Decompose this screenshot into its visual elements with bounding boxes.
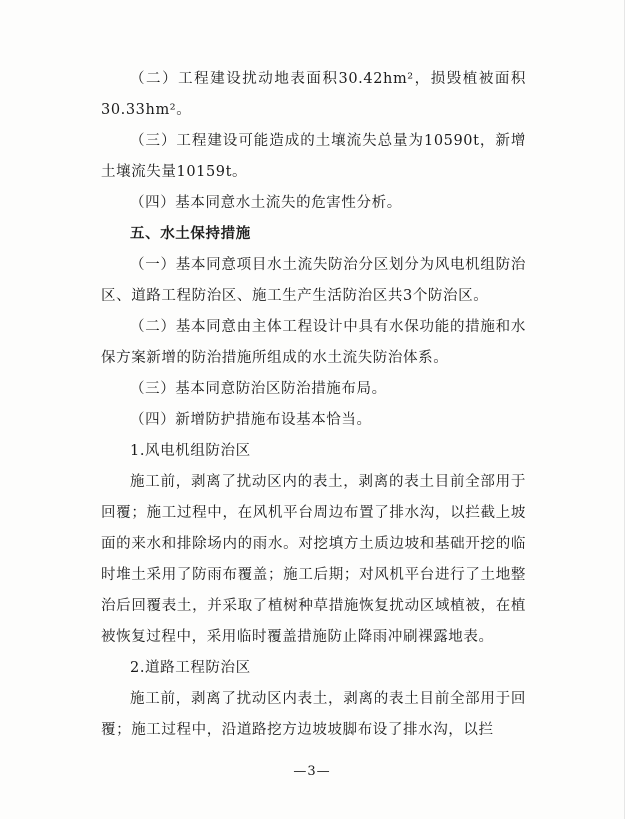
paragraph: （四）新增防护措施布设基本恰当。 [130, 412, 372, 428]
paragraph: （三）工程建设可能造成的土壤流失总量为10590t，新增土壤流失量10159t。 [101, 133, 526, 180]
section-heading: 五、水土保持措施 [130, 226, 251, 242]
subsection-heading: 1.风电机组防治区 [130, 443, 251, 459]
paragraph: （三）基本同意防治区防治措施布局。 [130, 381, 387, 397]
document-body [101, 64, 526, 746]
paragraph: 施工前，剥离了扰动区内表土，剥离的表土目前全部用于回覆；施工过程中，沿道路挖方边坡坡脚布设了排水沟，以拦 [101, 691, 526, 738]
subsection-heading: 2.道路工程防治区 [130, 660, 251, 676]
page-number: —3— [293, 764, 331, 779]
paragraph: 施工前，剥离了扰动区内的表土，剥离的表土目前全部用于回覆；施工过程中，在风机平台周边布置了排水沟，以拦截上坡面的来水和排除场内的雨水。对挖填方土质边坡和基础开挖的临时堆土采用了防雨布覆盖；施工后期；对风机平台进行了土地整治后回覆表土，并采取了植树种草措施恢复扰动区域植被，在植被恢复过程中，采用临时覆盖措施防止降雨冲刷裸露地表。 [101, 474, 526, 645]
paragraph: （一）基本同意项目水土流失防治分区划分为风电机组防治区、道路工程防治区、施工生产生活防治区共3个防治区。 [101, 257, 526, 304]
paragraph: （四）基本同意水土流失的危害性分析。 [130, 195, 402, 211]
paragraph: （二）基本同意由主体工程设计中具有水保功能的措施和水保方案新增的防治措施所组成的水土流失防治体系。 [101, 319, 526, 366]
paragraph: （二）工程建设扰动地表面积30.42hm²，损毁植被面积30.33hm²。 [101, 71, 526, 118]
